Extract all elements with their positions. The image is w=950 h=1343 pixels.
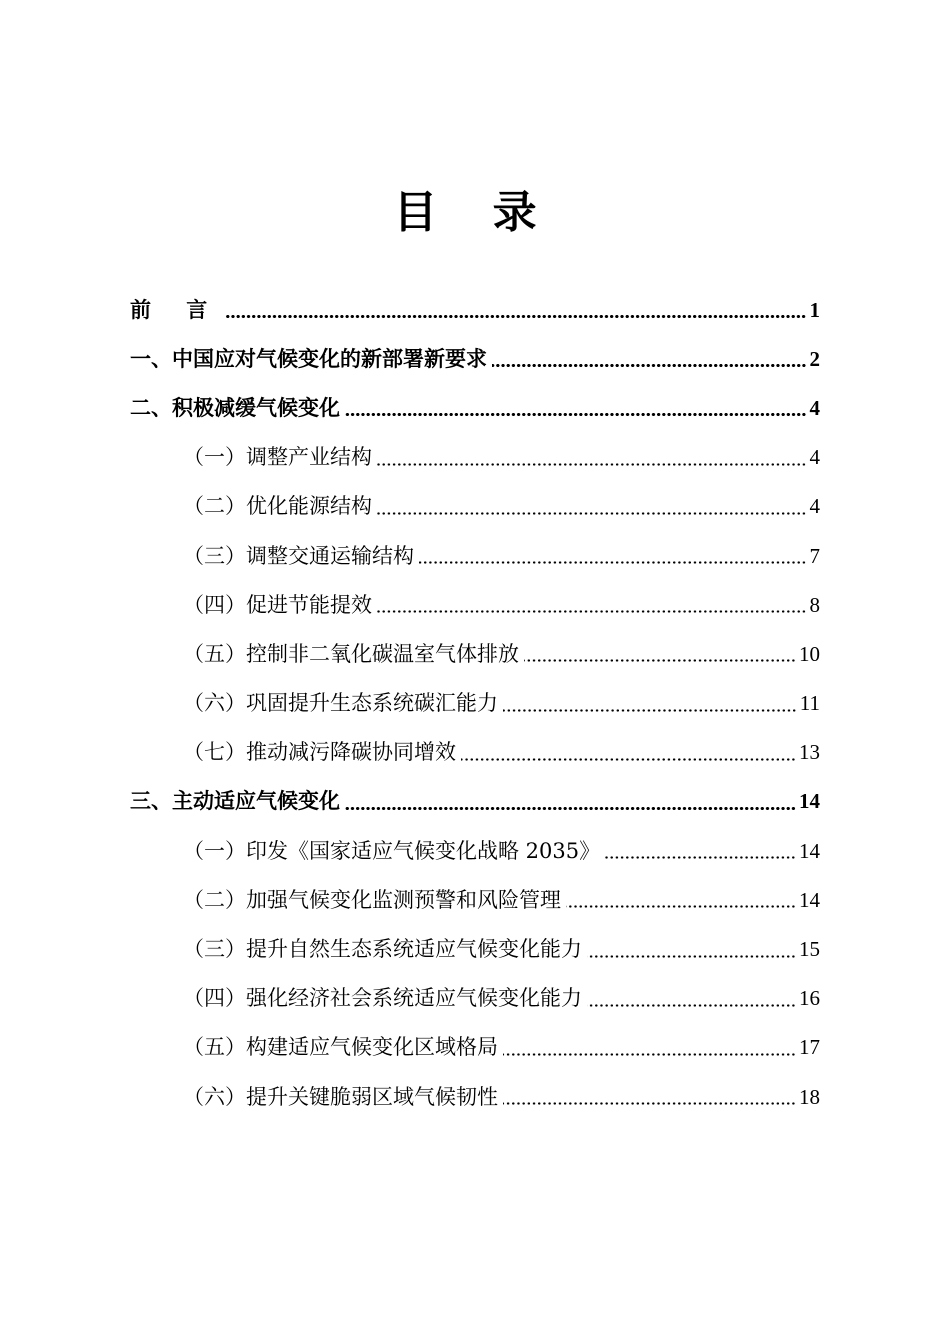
toc-page-number: 18	[799, 1084, 820, 1109]
toc-entry-text: （四）强化经济社会系统适应气候变化能力	[183, 983, 584, 1013]
toc-subentry[interactable]	[130, 629, 820, 678]
toc-subentry[interactable]	[130, 1072, 820, 1121]
toc-page-number: 14	[799, 887, 820, 912]
toc-entry[interactable]	[130, 777, 820, 826]
toc-entry-text: 前 言	[130, 295, 223, 325]
toc-entry-text: （六）巩固提升生态系统碳汇能力	[183, 688, 500, 718]
toc-page-number: 17	[799, 1035, 820, 1060]
toc-page-number: 4	[809, 395, 820, 420]
toc-dot-leader	[419, 561, 807, 564]
toc-subentry[interactable]	[130, 728, 820, 777]
toc-page-number: 11	[799, 691, 820, 716]
toc-page-number: 4	[809, 494, 820, 519]
toc-page-number: 1	[809, 297, 820, 322]
toc-dot-leader	[566, 905, 796, 908]
toc-page-number: 16	[799, 986, 820, 1011]
toc-entry-text: （五）控制非二氧化碳温室气体排放	[183, 639, 521, 669]
toc-dot-leader	[377, 610, 807, 613]
toc-dot-leader	[492, 364, 807, 367]
toc-list	[130, 285, 820, 1121]
toc-entry-text: （六）提升关键脆弱区域气候韧性	[183, 1082, 500, 1112]
toc-dot-leader	[377, 512, 807, 515]
toc-page-number: 15	[799, 937, 820, 962]
toc-dot-leader	[226, 315, 806, 318]
toc-entry[interactable]	[130, 334, 820, 383]
toc-page-number: 10	[799, 641, 820, 666]
toc-entry-text: （一）调整产业结构	[183, 442, 374, 472]
toc-page-number: 2	[809, 346, 820, 371]
toc-dot-leader	[605, 856, 796, 859]
toc-entry-text: （三）提升自然生态系统适应气候变化能力	[183, 934, 584, 964]
toc-entry[interactable]	[130, 285, 820, 334]
toc-entry-text: （五）构建适应气候变化区域格局	[183, 1032, 500, 1062]
toc-subentry[interactable]	[130, 482, 820, 531]
toc-page-number: 13	[799, 740, 820, 765]
toc-page-number: 14	[799, 789, 820, 814]
toc-page-number: 7	[809, 543, 820, 568]
toc-entry-text: 二、积极减缓气候变化	[130, 393, 342, 423]
toc-entry-text: （一）印发《国家适应气候变化战略 2035》	[183, 836, 602, 866]
toc-subentry[interactable]	[130, 826, 820, 875]
toc-subentry[interactable]	[130, 679, 820, 728]
toc-subentry[interactable]	[130, 580, 820, 629]
toc-subentry[interactable]	[130, 974, 820, 1023]
toc-subentry[interactable]	[130, 875, 820, 924]
toc-dot-leader	[524, 659, 796, 662]
toc-subentry[interactable]	[130, 924, 820, 973]
toc-entry-text: 三、主动适应气候变化	[130, 786, 342, 816]
toc-dot-leader	[345, 807, 796, 810]
toc-entry-text: （二）优化能源结构	[183, 491, 374, 521]
toc-page-number: 4	[809, 445, 820, 470]
toc-title: 目 录	[393, 187, 557, 238]
toc-dot-leader	[377, 463, 807, 466]
toc-dot-leader	[503, 1053, 796, 1056]
toc-subentry[interactable]	[130, 433, 820, 482]
toc-page-number: 8	[809, 592, 820, 617]
toc-page-number: 14	[799, 838, 820, 863]
toc-entry-text: 一、中国应对气候变化的新部署新要求	[130, 344, 489, 374]
toc-subentry[interactable]	[130, 1023, 820, 1072]
toc-dot-leader	[587, 955, 796, 958]
toc-dot-leader	[587, 1004, 796, 1007]
toc-entry-text: （三）调整交通运输结构	[183, 541, 416, 571]
toc-entry-text: （二）加强气候变化监测预警和风险管理	[183, 885, 563, 915]
toc-dot-leader	[503, 1102, 796, 1105]
toc-entry[interactable]	[130, 383, 820, 432]
toc-entry-text: （七）推动减污降碳协同增效	[183, 737, 458, 767]
toc-dot-leader	[461, 758, 796, 761]
toc-subentry[interactable]	[130, 531, 820, 580]
toc-dot-leader	[345, 413, 807, 416]
toc-dot-leader	[503, 709, 797, 712]
toc-entry-text: （四）促进节能提效	[183, 590, 374, 620]
